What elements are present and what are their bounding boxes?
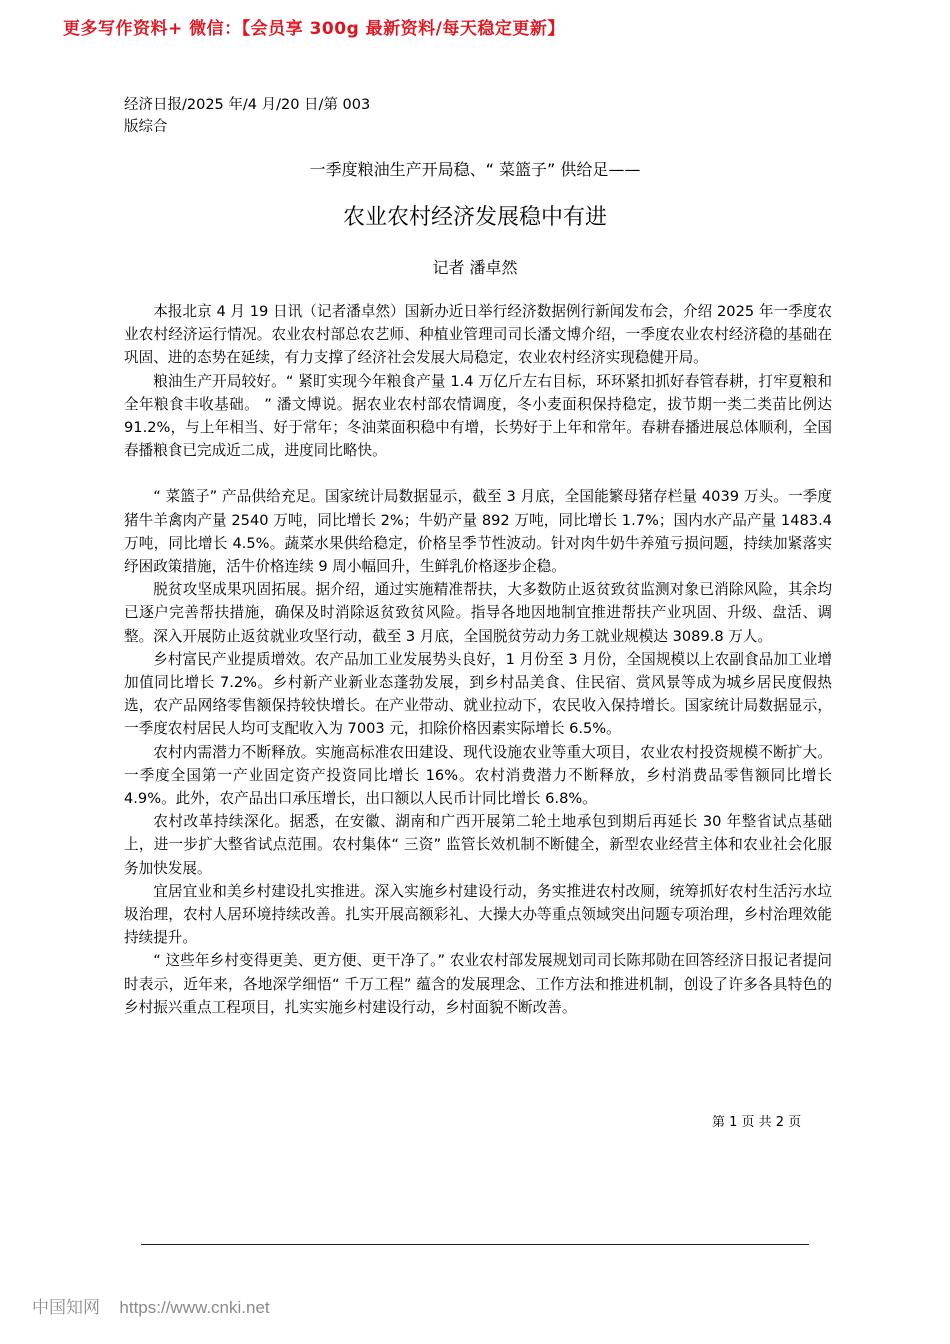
article-byline: 记者 潘卓然: [432, 258, 518, 277]
paragraph: 宜居宜业和美乡村建设扎实推进。深入实施乡村建设行动，务实推进农村改厕，统筹抓好农村生活污水垃圾治理，农村人居环境持续改善。扎实开展高额彩礼、大操大办等重点领域突出问题专项治理，乡村治理效能持续提升。: [124, 882, 832, 947]
article-subtitle: 一季度粮油生产开局稳、“ 菜篮子” 供给足——: [309, 160, 641, 179]
paragraph: “ 这些年乡村变得更美、更方便、更干净了。” 农业农村部发展规划司司长陈邦勋在回答经济日报记者提问时表示，近年来，各地深学细悟“ 千万工程” 蕴含的发展理念、工作方法和推进机制，创设了许多各具特色的乡村振兴重点工程项目，扎实实施乡村建设行动，乡村面貌不断改善。: [124, 952, 832, 1016]
footer-brand: 中国知网: [32, 1298, 100, 1318]
paragraph: 农村内需潜力不断释放。实施高标准农田建设、现代设施农业等重大项目，农业农村投资规模不断扩大。一季度全国第一产业固定资产投资同比增长 16%。农村消费潜力不断释放，乡村消费品零售额同比增长 4.9%。此外，农产品出口承压增长，出口额以人民币计同比增长 6.8%。: [124, 743, 832, 808]
paragraph: “ 菜篮子” 产品供给充足。国家统计局数据显示，截至 3 月底，全国能繁母猪存栏量 4039 万头。一季度猪牛羊禽肉产量 2540 万吨，同比增长 2%；牛奶产量 892 万吨，同比增长 1.7%；国内水产品产量 1483.4 万吨，同比增长 4.5%。蔬菜水果供给稳定，价格呈季节性波动。针对肉牛奶牛养殖亏损问题，持续加紧落实纾困政策措施，活牛价格连续 9 周小幅回升，生鲜乳价格逐步企稳。: [124, 488, 832, 576]
footer-divider: [141, 1244, 809, 1245]
paragraph: 农村改革持续深化。据悉，在安徽、湖南和广西开展第二轮土地承包到期后再延长 30 年整省试点基础上，进一步扩大整省试点范围。农村集体“ 三资” 监管长效机制不断健全，新型农业经营主体和农业社会化服务加快发展。: [124, 813, 832, 877]
article-title: 农业农村经济发展稳中有进: [342, 205, 607, 230]
promo-banner: 更多写作资料+ 微信：【会员享 300g 最新资料/每天稳定更新】: [63, 19, 565, 39]
footer-url[interactable]: https://www.cnki.net: [119, 1298, 270, 1317]
paragraph: 粮油生产开局较好。“ 紧盯实现今年粮食产量 1.4 万亿斤左右目标，环环紧扣抓好春管春耕，打牢夏粮和全年粮食丰收基础。 ” 潘文博说。据农业农村部农情调度，冬小麦面积保持稳定，拔节期一类二类苗比例达 91.2%，与上年相当、好于常年；冬油菜面积稳中有增，长势好于上年和常年。春耕春播进展总体顺利，全国春播粮食已完成近二成，进度同比略快。: [124, 372, 832, 460]
article-body: [124, 300, 832, 1019]
publication-meta: [124, 94, 424, 138]
paragraph: 本报北京 4 月 19 日讯（记者潘卓然）国新办近日举行经济数据例行新闻发布会，介绍 2025 年一季度农业农村经济运行情况。农业农村部总农艺师、种植业管理司司长潘文博介绍，一季度农业农村经济稳的基础在巩固、进的态势在延续，有力支撑了经济社会发展大局稳定，农业农村经济实现稳健开局。: [124, 303, 832, 367]
publication-source: 经济日报/2025 年/4 月/20 日/第 003: [124, 97, 371, 113]
paragraph: 乡村富民产业提质增效。农产品加工业发展势头良好，1 月份至 3 月份，全国规模以上农副食品加工业增加值同比增长 7.2%。乡村新产业新业态蓬勃发展，到乡村品美食、住民宿、赏风景等成为城乡居民度假热选，农产品网络零售额保持较快增长。在产业带动、就业拉动下，农民收入保持增长。国家统计局数据显示，一季度农村居民人均可支配收入为 7003 元，扣除价格因素实际增长 6.5%。: [124, 650, 832, 738]
publication-section: 版综合: [124, 119, 168, 135]
page-indicator: 第 1 页 共 2 页: [712, 1115, 802, 1130]
paragraph: 脱贫攻坚成果巩固拓展。据介绍，通过实施精准帮扶，大多数防止返贫致贫监测对象已消除风险，其余均已逐户完善帮扶措施，确保及时消除返贫致贫风险。指导各地因地制宜推进帮扶产业巩固、升级、盘活、调整。深入开展防止返贫就业攻坚行动，截至 3 月底，全国脱贫劳动力务工就业规模达 3089.8 万人。: [124, 581, 832, 645]
footer-watermark: [32, 1293, 270, 1318]
